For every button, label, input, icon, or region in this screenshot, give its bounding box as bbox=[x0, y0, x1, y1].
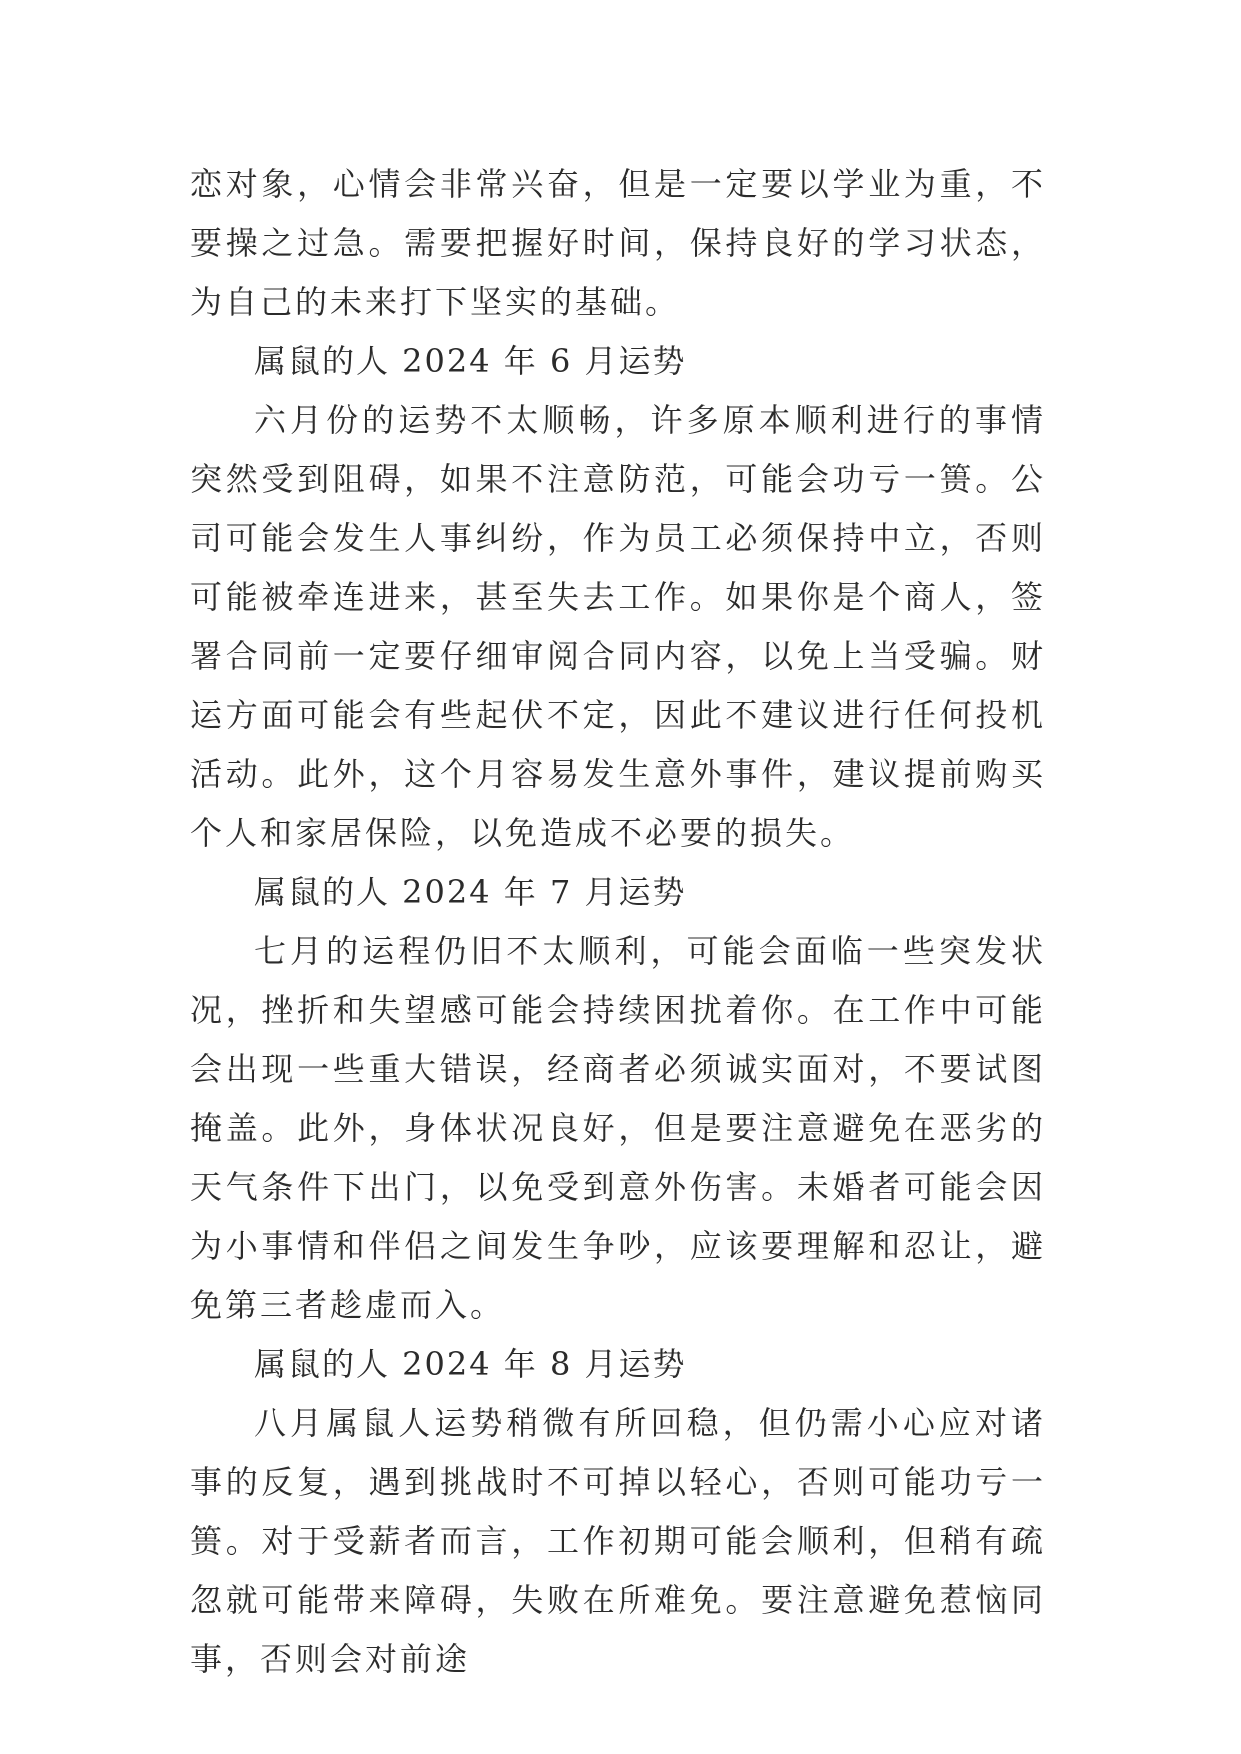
continuation-paragraph: 恋对象，心情会非常兴奋，但是一定要以学业为重，不要操之过急。需要把握好时间，保持良好的学习状态，为自己的未来打下坚实的基础。 bbox=[190, 165, 1046, 321]
section-body-june: 六月份的运势不太顺畅，许多原本顺利进行的事情突然受到阻碍，如果不注意防范，可能会功亏一篑。公司可能会发生人事纠纷，作为员工必须保持中立，否则可能被牵连进来，甚至失去工作。如果你是个商人，签署合同前一定要仔细审阅合同内容，以免上当受骗。财运方面可能会有些起伏不定，因此不建议进行任何投机活动。此外，这个月容易发生意外事件，建议提前购买个人和家居保险，以免造成不必要的损失。 bbox=[190, 401, 1046, 852]
section-heading-august: 属鼠的人 2024 年 8 月运势 bbox=[254, 1345, 687, 1383]
section-body-july: 七月的运程仍旧不太顺利，可能会面临一些突发状况，挫折和失望感可能会持续困扰着你。在工作中可能会出现一些重大错误，经商者必须诚实面对，不要试图掩盖。此外，身体状况良好，但是要注意避免在恶劣的天气条件下出门，以免受到意外伤害。未婚者可能会因为小事情和伴侣之间发生争吵，应该要理解和忍让，避免第三者趁虚而入。 bbox=[190, 932, 1046, 1324]
section-heading-july: 属鼠的人 2024 年 7 月运势 bbox=[254, 873, 687, 911]
section-heading-june: 属鼠的人 2024 年 6 月运势 bbox=[254, 342, 687, 380]
section-body-august: 八月属鼠人运势稍微有所回稳，但仍需小心应对诸事的反复，遇到挑战时不可掉以轻心，否则可能功亏一篑。对于受薪者而言，工作初期可能会顺利，但稍有疏忽就可能带来障碍，失败在所难免。要注意避免惹恼同事，否则会对前途 bbox=[190, 1404, 1046, 1678]
document-body bbox=[190, 155, 1046, 1689]
